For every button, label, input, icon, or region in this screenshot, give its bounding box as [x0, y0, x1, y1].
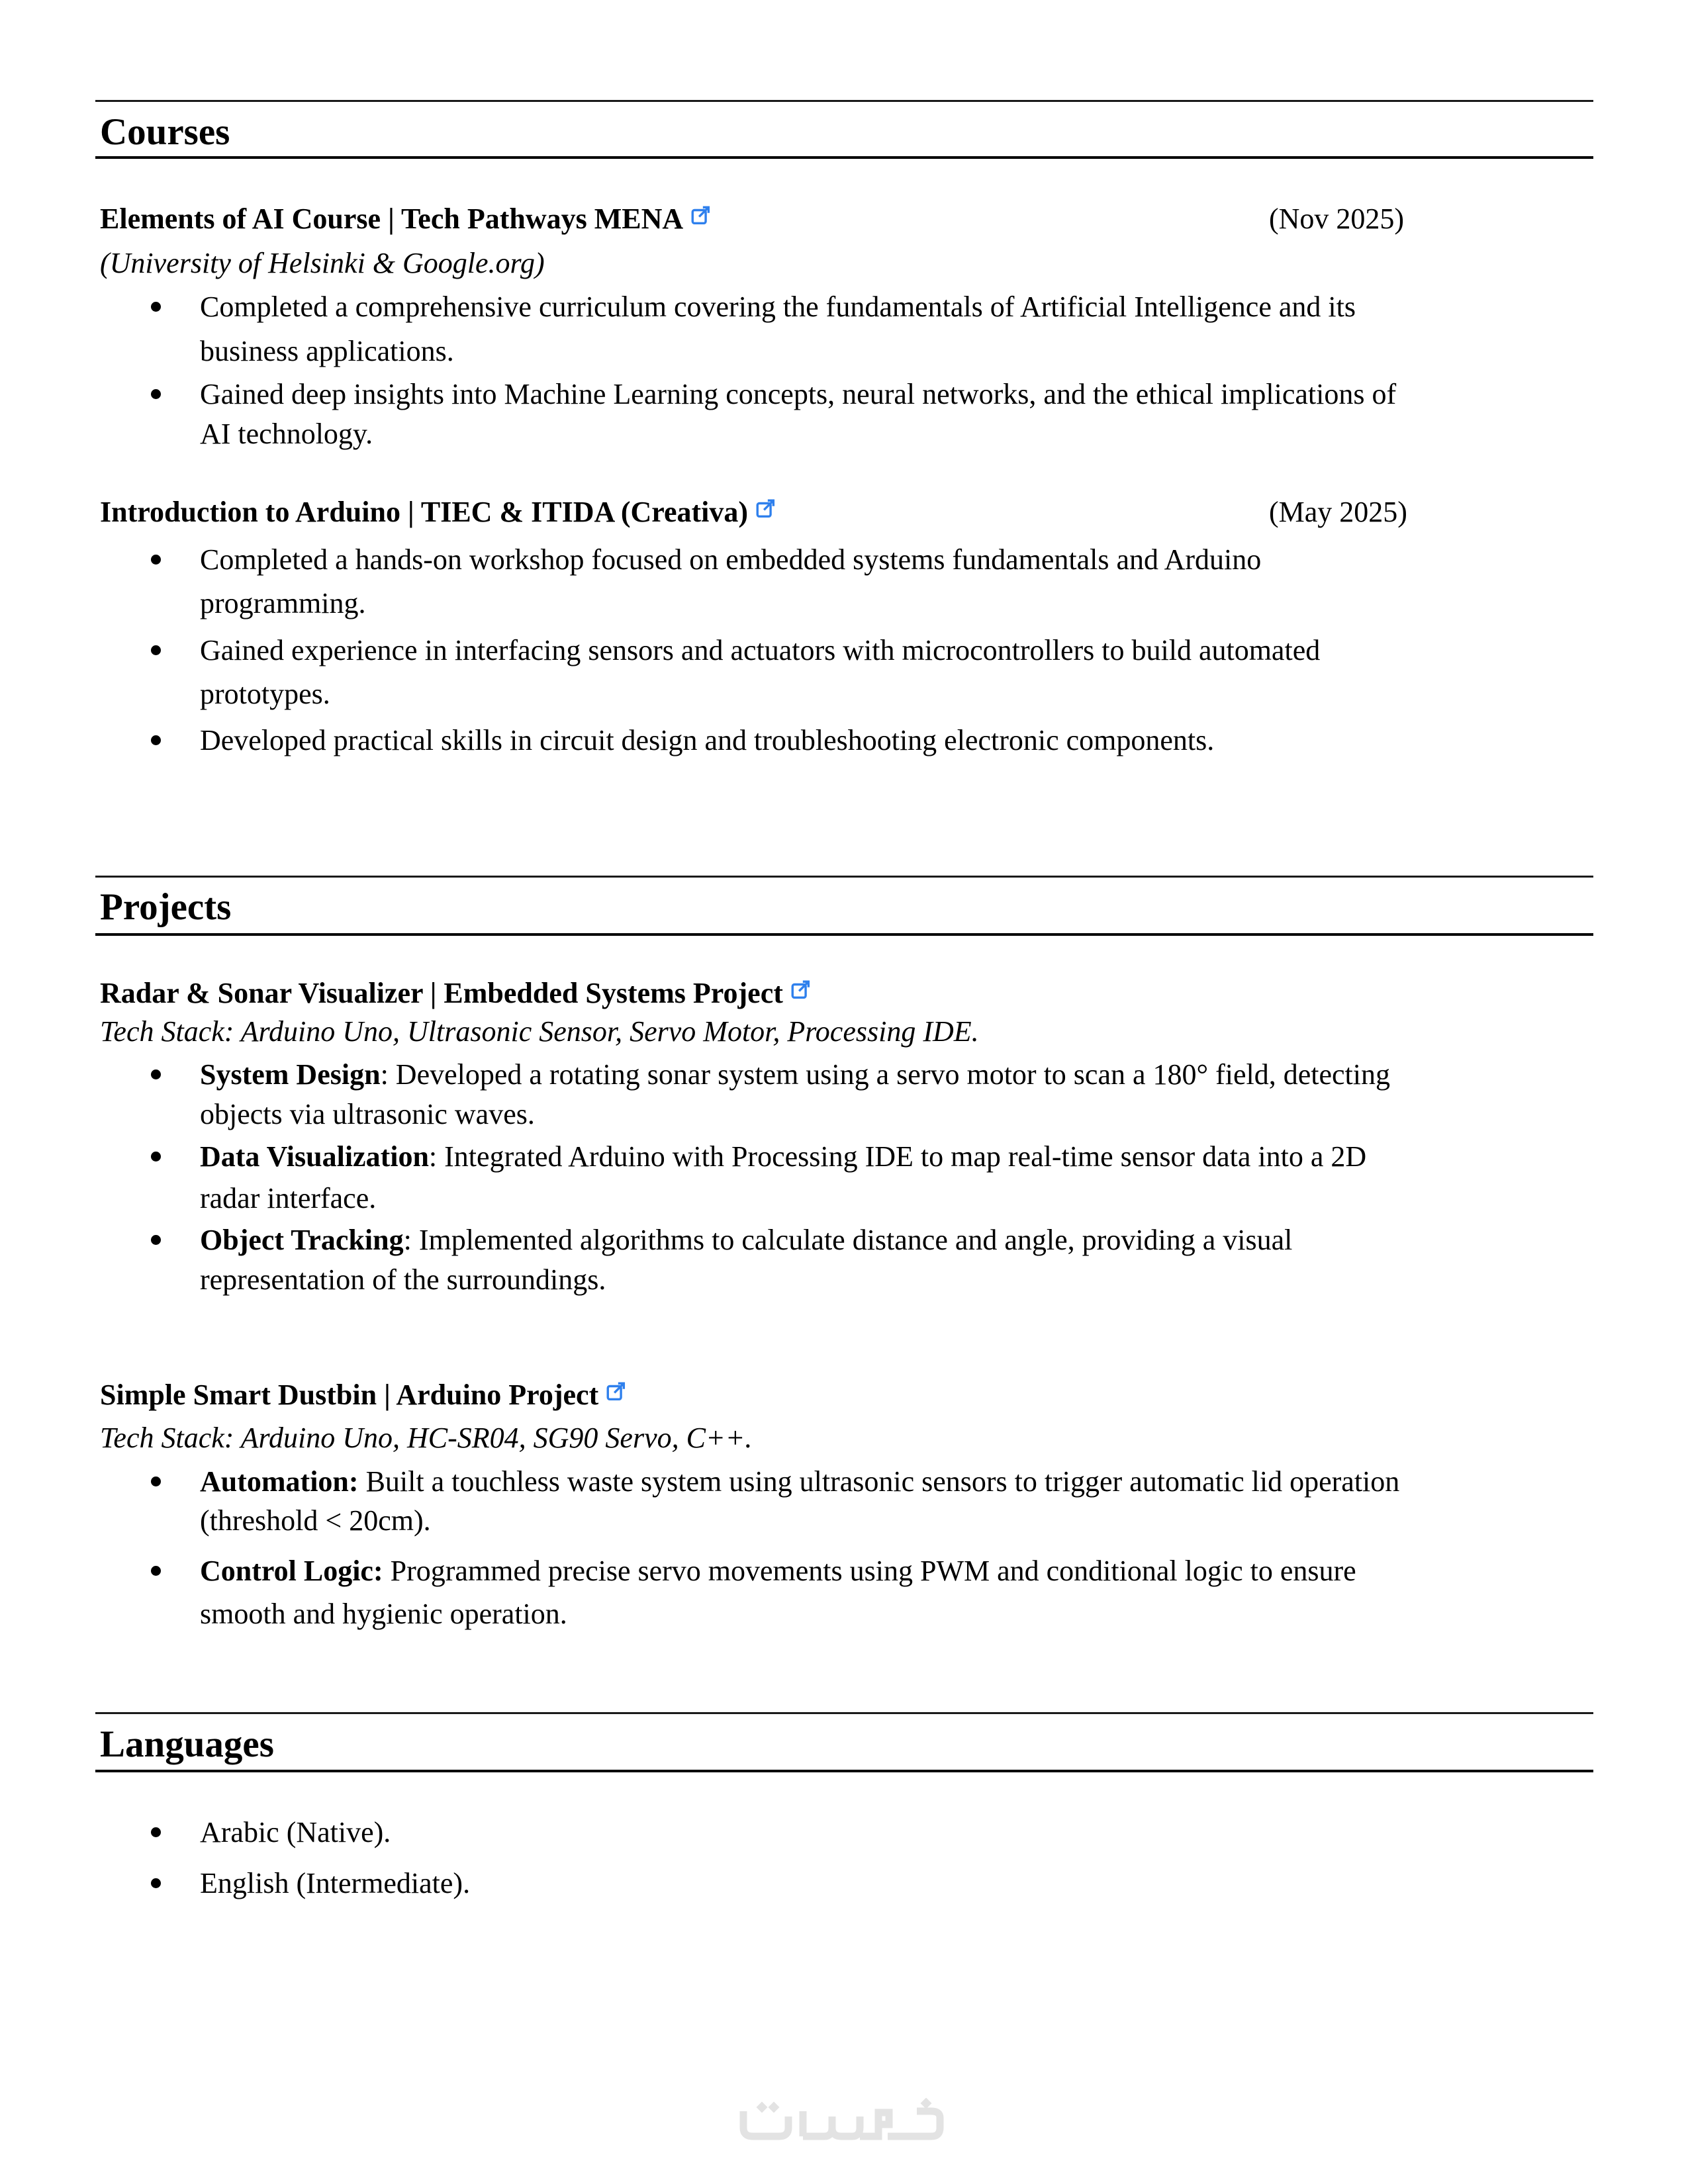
external-link-icon[interactable]	[605, 1381, 628, 1403]
khamsat-logo-watermark	[738, 2098, 950, 2144]
bullet-icon	[151, 1069, 161, 1079]
courses-heading: Courses	[100, 111, 230, 153]
bullet-line: Developed practical skills in circuit design and troubleshooting electronic components.	[200, 724, 1215, 756]
bullet-icon	[151, 1878, 161, 1888]
external-link-icon[interactable]	[690, 205, 712, 227]
bullet-label: Data Visualization	[200, 1140, 429, 1173]
bullet-line: radar interface.	[200, 1182, 377, 1214]
bullet-line: Gained experience in interfacing sensors and actuators with microcontrollers to build automated	[200, 634, 1321, 666]
bullet-line: business applications.	[200, 335, 454, 367]
language-item: Arabic (Native).	[200, 1816, 391, 1848]
languages-heading: Languages	[100, 1723, 274, 1765]
bullet-text: Integrated Arduino with Processing IDE to map real-time sensor data into a 2D	[444, 1140, 1367, 1173]
bullet-line	[200, 1557, 1356, 1586]
bullet-text: Developed a rotating sonar system using a servo motor to scan a 180° field, detecting	[395, 1058, 1391, 1091]
languages-rule-top	[95, 1712, 1593, 1714]
bullet-icon	[151, 1152, 161, 1161]
project-tech-stack: Tech Stack: Arduino Uno, HC-SR04, SG90 Servo, C++.	[100, 1422, 753, 1454]
language-item: English (Intermediate).	[200, 1867, 471, 1899]
projects-rule-top	[95, 876, 1593, 878]
bullet-sep: :	[403, 1224, 419, 1256]
bullet-icon	[151, 1235, 161, 1245]
bullet-icon	[151, 1566, 161, 1576]
project-title	[100, 979, 812, 1008]
course-date: (May 2025)	[1269, 496, 1407, 528]
courses-rule-bottom	[95, 156, 1593, 159]
bullet-text: Programmed precise servo movements using PWM and conditional logic to ensure	[390, 1555, 1356, 1587]
bullet-icon	[151, 389, 161, 399]
bullet-icon	[151, 302, 161, 312]
project-title-text: Radar & Sonar Visualizer | Embedded Systems Project	[100, 977, 783, 1009]
bullet-line: representation of the surroundings.	[200, 1263, 606, 1296]
bullet-text: Implemented algorithms to calculate distance and angle, providing a visual	[418, 1224, 1293, 1256]
bullet-label: Automation:	[200, 1465, 359, 1498]
course-title-text: Introduction to Arduino | TIEC & ITIDA (Creativa)	[100, 496, 749, 528]
course-title	[100, 498, 777, 527]
bullet-icon	[151, 1827, 161, 1837]
bullet-label: Object Tracking	[200, 1224, 404, 1256]
bullet-sep	[359, 1465, 366, 1498]
bullet-line: objects via ultrasonic waves.	[200, 1098, 535, 1130]
projects-heading: Projects	[100, 886, 232, 928]
bullet-line: prototypes.	[200, 678, 330, 710]
course-title-text: Elements of AI Course | Tech Pathways MENA	[100, 203, 684, 235]
bullet-line	[200, 1060, 1390, 1089]
bullet-label: Control Logic:	[200, 1555, 383, 1587]
bullet-icon	[151, 555, 161, 565]
bullet-text: Built a touchless waste system using ultrasonic sensors to trigger automatic lid operation	[365, 1465, 1400, 1498]
project-title	[100, 1381, 628, 1410]
bullet-line: AI technology.	[200, 418, 373, 450]
bullet-icon	[151, 1477, 161, 1486]
languages-rule-bottom	[95, 1770, 1593, 1772]
bullet-sep	[383, 1555, 391, 1587]
bullet-line: smooth and hygienic operation.	[200, 1598, 567, 1630]
bullet-line: Completed a hands-on workshop focused on embedded systems fundamentals and Arduino	[200, 543, 1262, 576]
bullet-line: (threshold < 20cm).	[200, 1504, 431, 1537]
bullet-sep: :	[380, 1058, 396, 1091]
projects-rule-bottom	[95, 933, 1593, 936]
bullet-label: System Design	[200, 1058, 381, 1091]
courses-rule-top	[95, 100, 1593, 102]
bullet-icon	[151, 735, 161, 745]
bullet-line	[200, 1142, 1366, 1171]
bullet-line: Gained deep insights into Machine Learning concepts, neural networks, and the ethical implications of	[200, 378, 1397, 410]
bullet-line	[200, 1467, 1399, 1496]
bullet-line: programming.	[200, 587, 366, 619]
external-link-icon[interactable]	[755, 498, 777, 520]
course-provider: (University of Helsinki & Google.org)	[100, 247, 545, 279]
course-title	[100, 205, 712, 234]
bullet-line: Completed a comprehensive curriculum covering the fundamentals of Artificial Intelligence and its	[200, 291, 1356, 323]
bullet-sep: :	[428, 1140, 445, 1173]
project-tech-stack: Tech Stack: Arduino Uno, Ultrasonic Sensor, Servo Motor, Processing IDE.	[100, 1015, 979, 1048]
bullet-line	[200, 1226, 1292, 1255]
course-date: (Nov 2025)	[1269, 203, 1405, 235]
project-title-text: Simple Smart Dustbin | Arduino Project	[100, 1379, 599, 1411]
bullet-icon	[151, 645, 161, 655]
external-link-icon[interactable]	[790, 979, 812, 1001]
